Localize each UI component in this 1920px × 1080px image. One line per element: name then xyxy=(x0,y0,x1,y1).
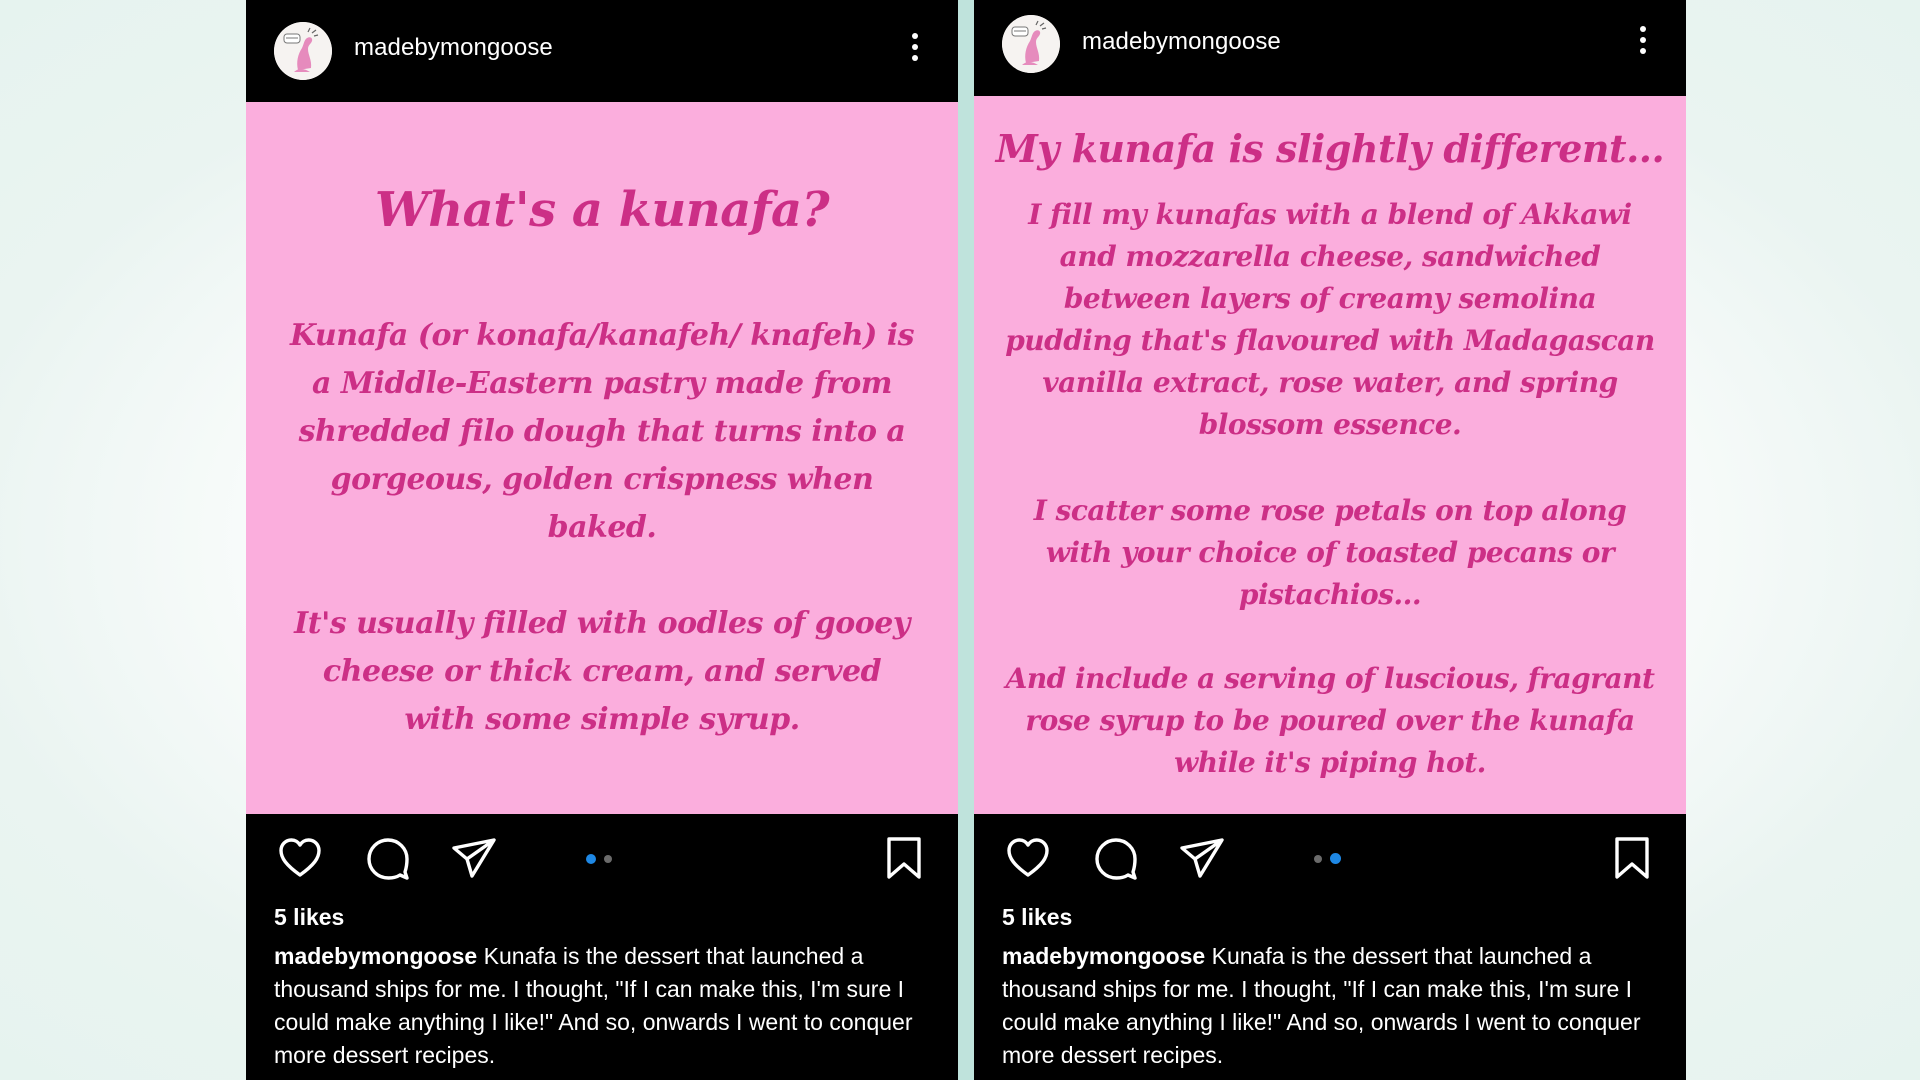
slide-paragraph: And include a serving of luscious, fragrant rose syrup to be poured over the kunafa while it's piping hot. xyxy=(1005,662,1655,779)
avatar[interactable] xyxy=(1002,15,1060,73)
carousel-dot xyxy=(1314,855,1322,863)
likes-count[interactable]: 5 likes xyxy=(274,904,345,930)
slide-paragraph: I scatter some rose petals on top along with your choice of toasted pecans or pistachios... xyxy=(1033,494,1627,611)
post-image-slide xyxy=(974,96,1686,814)
heart-icon[interactable] xyxy=(276,834,324,882)
post-username[interactable]: madebymongoose xyxy=(354,34,553,61)
post-header xyxy=(246,0,958,102)
comment-icon[interactable] xyxy=(1092,834,1140,882)
slide-paragraph: I fill my kunafas with a blend of Akkawi and mozzarella cheese, sandwiched between layers of creamy semolina pudding that's flavoured with Madagascan vanilla extract, rose water, and spring blossom essence. xyxy=(1005,198,1655,441)
post-header xyxy=(974,0,1686,102)
carousel-dot xyxy=(604,855,612,863)
bookmark-icon[interactable] xyxy=(1608,834,1656,882)
post-caption xyxy=(1002,940,1662,1072)
carousel-indicator xyxy=(586,854,626,866)
slide-title: What's a kunafa? xyxy=(374,182,830,238)
slide-paragraph: Kunafa (or konafa/kanafeh/ knafeh) is a Middle-Eastern pastry made from shredded filo dough that turns into a gorgeous, golden crispness when baked. xyxy=(289,318,914,545)
avatar[interactable] xyxy=(274,22,332,80)
post-actions-bar xyxy=(974,814,1686,900)
share-icon[interactable] xyxy=(1178,834,1226,882)
carousel-dot xyxy=(1330,853,1341,864)
instagram-post-2 xyxy=(974,0,1686,1080)
post-actions-bar xyxy=(246,814,958,900)
slide-paragraph: It's usually filled with oodles of gooey cheese or thick cream, and served with some simple syrup. xyxy=(294,606,910,737)
instagram-post-1 xyxy=(246,0,958,1080)
caption-username[interactable]: madebymongoose xyxy=(274,943,478,969)
post-caption xyxy=(274,940,934,1072)
comment-icon[interactable] xyxy=(364,834,412,882)
carousel-indicator xyxy=(1314,854,1354,866)
more-icon[interactable] xyxy=(1638,26,1648,60)
carousel-dot xyxy=(586,854,596,864)
mongoose-logo-icon xyxy=(274,22,332,80)
slide-title: My kunafa is slightly different... xyxy=(995,126,1665,171)
heart-icon[interactable] xyxy=(1004,834,1052,882)
post-username[interactable]: madebymongoose xyxy=(1082,28,1281,55)
likes-count[interactable]: 5 likes xyxy=(1002,904,1073,930)
caption-text: Kunafa is the dessert that launched a thousand ships for me. I thought, "If I can make this, I'm sure I could make anything I like!" And so, onwards I went to conquer more dessert recipes. xyxy=(274,943,913,1068)
post-image-slide xyxy=(246,102,958,814)
mongoose-logo-icon xyxy=(1002,15,1060,73)
caption-text: Kunafa is the dessert that launched a thousand ships for me. I thought, "If I can make this, I'm sure I could make anything I like!" And so, onwards I went to conquer more dessert recipes. xyxy=(1002,943,1641,1068)
panel-divider xyxy=(958,0,974,1080)
caption-username[interactable]: madebymongoose xyxy=(1002,943,1206,969)
bookmark-icon[interactable] xyxy=(880,834,928,882)
share-icon[interactable] xyxy=(450,834,498,882)
more-icon[interactable] xyxy=(910,33,920,67)
